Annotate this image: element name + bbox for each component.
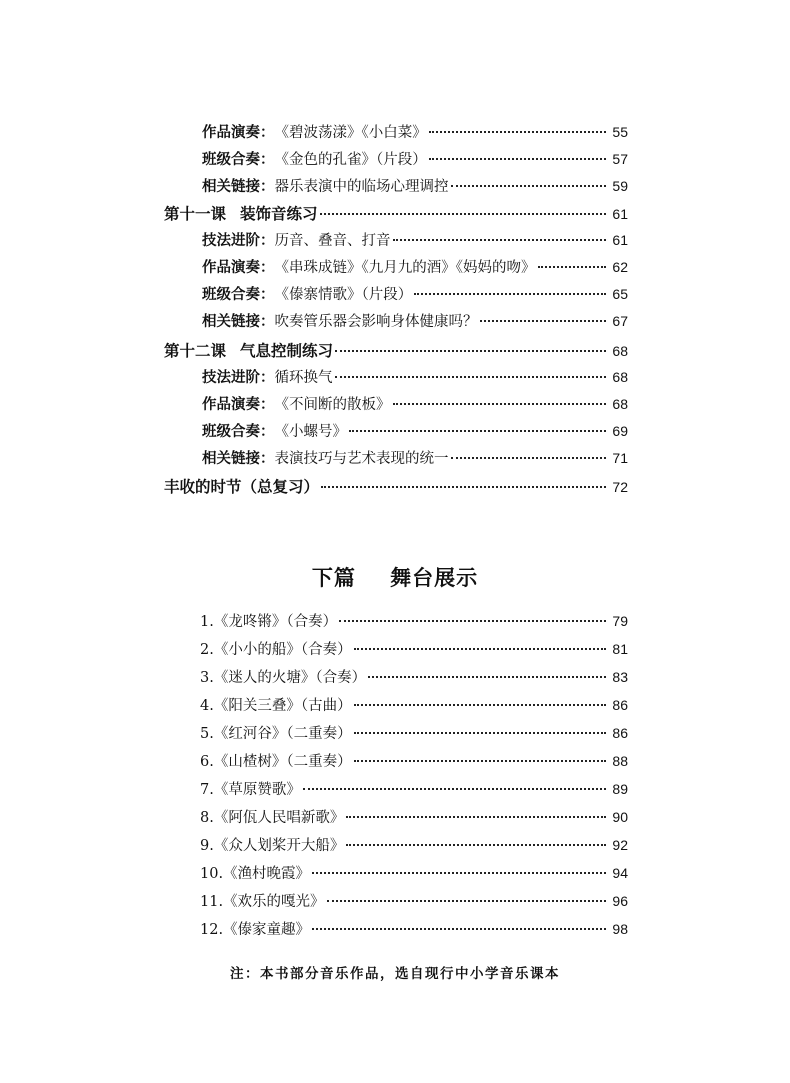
repertoire-item[interactable] — [200, 638, 628, 660]
toc-entry[interactable] — [202, 121, 628, 143]
entry-title: 历音、叠音、打音 — [274, 233, 391, 249]
page-number: 86 — [612, 725, 628, 741]
repertoire-item[interactable] — [200, 890, 628, 912]
dot-leader — [538, 266, 607, 268]
entry-label: 作品演奏： — [202, 125, 275, 141]
toc-entry[interactable] — [202, 283, 628, 305]
lesson-title: （总复习） — [241, 478, 320, 496]
entry-title: 《串珠成链》《九月九的酒》《妈妈的吻》 — [274, 260, 536, 276]
page-number: 69 — [612, 423, 628, 439]
dot-leader — [480, 320, 607, 322]
section-name: 舞台展示 — [390, 566, 479, 590]
entry-label: 技法进阶： — [202, 370, 275, 386]
dot-leader — [335, 350, 606, 352]
dot-leader — [429, 131, 607, 133]
page-number: 68 — [612, 343, 628, 359]
dot-leader — [393, 403, 607, 405]
entry-label: 作品演奏： — [202, 397, 275, 413]
toc-entry[interactable] — [202, 447, 628, 469]
page-number: 88 — [612, 753, 628, 769]
dot-leader — [346, 816, 606, 818]
dot-leader — [429, 158, 607, 160]
dot-leader — [346, 844, 606, 846]
page-number: 89 — [612, 781, 628, 797]
page-number: 68 — [612, 396, 628, 412]
entry-title: 《碧波荡漾》《小白菜》 — [274, 125, 427, 141]
toc-entry[interactable] — [202, 420, 628, 442]
page-number: 79 — [612, 613, 628, 629]
page-number: 57 — [612, 151, 628, 167]
section-part: 下篇 — [311, 566, 356, 590]
entry-label: 技法进阶： — [202, 233, 275, 249]
entry-label: 班级合奏： — [202, 287, 275, 303]
lesson-number: 第十二课 — [164, 342, 227, 360]
dot-leader — [339, 620, 606, 622]
dot-leader — [354, 704, 607, 706]
page-number: 68 — [612, 369, 628, 385]
piece-title: 8.《阿佤人民唱新歌》 — [200, 810, 345, 826]
page-number: 62 — [612, 259, 628, 275]
piece-title: 11.《欢乐的嘎光》 — [200, 894, 325, 910]
repertoire-item[interactable] — [200, 722, 628, 744]
entry-label: 班级合奏： — [202, 152, 275, 168]
toc-lesson[interactable] — [164, 339, 628, 361]
piece-title: 5.《红河谷》（二重奏） — [200, 726, 352, 742]
page-number: 86 — [612, 697, 628, 713]
page-number: 94 — [612, 865, 628, 881]
repertoire-item[interactable] — [200, 750, 628, 772]
entry-label: 相关链接： — [202, 179, 275, 195]
entry-title: 器乐表演中的临场心理调控 — [274, 179, 449, 195]
page-number: 72 — [612, 479, 628, 495]
toc-entry[interactable] — [202, 229, 628, 251]
toc-entry[interactable] — [202, 366, 628, 388]
dot-leader — [451, 185, 607, 187]
repertoire-item[interactable] — [200, 666, 628, 688]
repertoire-item[interactable] — [200, 610, 628, 632]
entry-label: 相关链接： — [202, 314, 275, 330]
dot-leader — [451, 457, 607, 459]
piece-title: 9.《众人划桨开大船》 — [200, 838, 345, 854]
piece-title: 7.《草原赞歌》 — [200, 782, 301, 798]
piece-title: 2.《小小的船》（合奏） — [200, 642, 352, 658]
piece-title: 3.《迷人的火塘》（合奏） — [200, 670, 367, 686]
lesson-title: 装饰音练习 — [240, 205, 318, 223]
page-number: 92 — [612, 837, 628, 853]
toc-entry[interactable] — [202, 148, 628, 170]
page-number: 81 — [612, 641, 628, 657]
toc-entry[interactable] — [202, 175, 628, 197]
dot-leader — [354, 648, 607, 650]
dot-leader — [321, 486, 606, 488]
dot-leader — [320, 213, 607, 215]
footnote: 注：本书部分音乐作品，选自现行中小学音乐课本 — [230, 966, 560, 982]
entry-title: 《傣寨情歌》（片段） — [274, 287, 413, 303]
page-number: 96 — [612, 893, 628, 909]
repertoire-item[interactable] — [200, 834, 628, 856]
page-number: 67 — [612, 313, 628, 329]
dot-leader — [312, 872, 606, 874]
toc-entry[interactable] — [202, 393, 628, 415]
dot-leader — [393, 239, 607, 241]
lesson-number: 丰收的时节 — [164, 478, 242, 496]
toc-lesson[interactable] — [164, 202, 628, 224]
page-number: 71 — [612, 450, 628, 466]
repertoire-item[interactable] — [200, 694, 628, 716]
page-number: 98 — [612, 921, 628, 937]
dot-leader — [327, 900, 607, 902]
lesson-title: 气息控制练习 — [240, 342, 334, 360]
entry-title: 表演技巧与艺术表现的统一 — [274, 451, 449, 467]
piece-title: 10.《渔村晚霞》 — [200, 866, 311, 882]
piece-title: 6.《山楂树》（二重奏） — [200, 754, 352, 770]
dot-leader — [349, 430, 606, 432]
entry-label: 班级合奏： — [202, 424, 275, 440]
repertoire-item[interactable] — [200, 778, 628, 800]
entry-title: 《小螺号》 — [274, 424, 347, 440]
dot-leader — [354, 760, 607, 762]
piece-title: 1.《龙咚锵》（合奏） — [200, 614, 338, 630]
page-number: 83 — [612, 669, 628, 685]
dot-leader — [414, 293, 606, 295]
piece-title: 4.《阳关三叠》（古曲） — [200, 698, 352, 714]
dot-leader — [335, 376, 607, 378]
dot-leader — [303, 788, 607, 790]
dot-leader — [312, 928, 606, 930]
entry-title: 《金色的孔雀》（片段） — [274, 152, 427, 168]
repertoire-item[interactable] — [200, 806, 628, 828]
page-number: 59 — [612, 178, 628, 194]
dot-leader — [368, 676, 606, 678]
page-number: 61 — [612, 206, 628, 222]
entry-title: 吹奏管乐器会影响身体健康吗？ — [274, 314, 478, 330]
section-title — [0, 562, 790, 592]
toc-entry[interactable] — [202, 256, 628, 278]
lesson-number: 第十一课 — [164, 205, 227, 223]
entry-label: 相关链接： — [202, 451, 275, 467]
entry-label: 作品演奏： — [202, 260, 275, 276]
page-number: 55 — [612, 124, 628, 140]
page-number: 61 — [612, 232, 628, 248]
page-number: 65 — [612, 286, 628, 302]
repertoire-item[interactable] — [200, 918, 628, 940]
entry-title: 《不间断的散板》 — [274, 397, 391, 413]
piece-title: 12.《傣家童趣》 — [200, 922, 311, 938]
dot-leader — [354, 732, 607, 734]
page-number: 90 — [612, 809, 628, 825]
repertoire-item[interactable] — [200, 862, 628, 884]
toc-lesson[interactable] — [164, 475, 628, 497]
toc-entry[interactable] — [202, 310, 628, 332]
entry-title: 循环换气 — [274, 370, 333, 386]
